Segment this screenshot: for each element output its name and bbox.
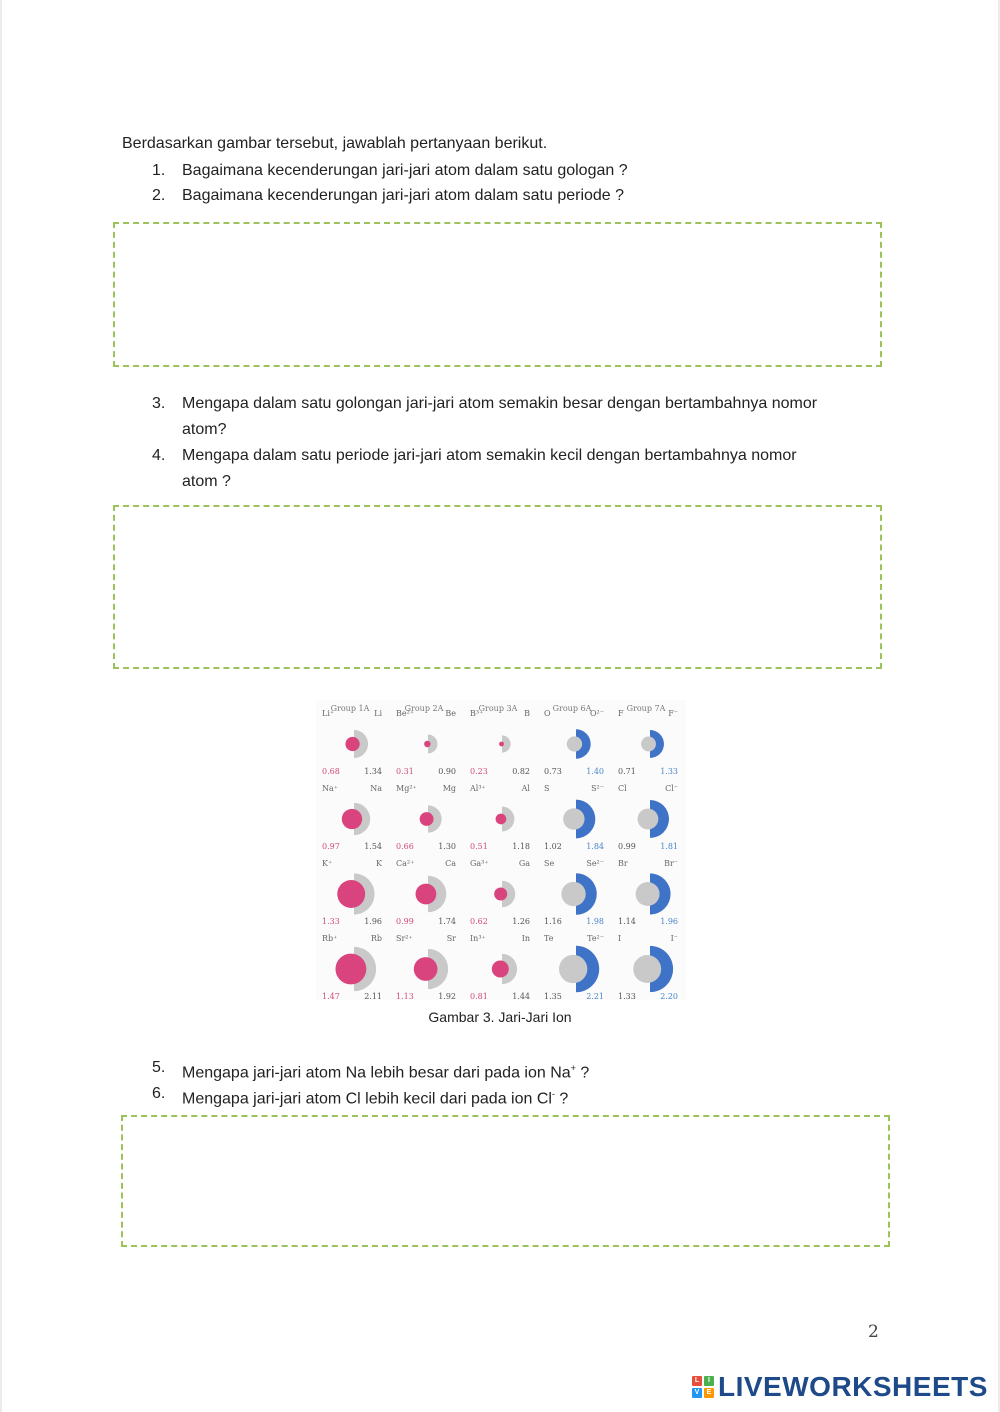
atom-symbol: O	[544, 709, 551, 718]
ion-sphere	[499, 742, 504, 747]
ion-sphere	[492, 960, 509, 977]
atom-symbol: Cl	[618, 784, 627, 793]
atom-symbol: F	[618, 709, 624, 718]
ion-radius-label: 0.31	[396, 767, 414, 776]
atom-symbol: In	[521, 934, 530, 943]
atom-symbol: Na	[370, 784, 382, 793]
atom-symbol: Al	[521, 784, 530, 793]
ion-sphere	[337, 880, 365, 908]
page-edge-left	[0, 0, 2, 1412]
ion-sphere	[335, 954, 366, 985]
question-text-main: Mengapa jari-jari atom Cl lebih kecil dari pada ion Cl	[182, 1090, 552, 1108]
atom-radius-label: 1.34	[364, 767, 382, 776]
answer-box-2[interactable]	[113, 505, 882, 669]
atom-symbol: Rb	[370, 934, 382, 943]
ion-symbol: Se²⁻	[586, 859, 604, 868]
ion-radius-label: 1.96	[660, 917, 678, 926]
atom-symbol: Ca	[445, 859, 456, 868]
ion-sphere	[424, 741, 431, 748]
logo-letter: I	[704, 1376, 714, 1386]
question-number: 5.	[152, 1059, 166, 1076]
ion-symbol: Mg²⁺	[396, 784, 417, 793]
atom-radius-label: 1.54	[364, 842, 382, 851]
instructions: Berdasarkan gambar tersebut, jawablah pertanyaan berikut.	[122, 135, 548, 152]
group-header: Group 1A	[330, 704, 370, 713]
atom-radius-label: 1.02	[544, 842, 562, 851]
question-text-line2: atom?	[182, 421, 227, 438]
ion-symbol: O²⁻	[590, 709, 604, 718]
atom-radius-label: 1.92	[438, 992, 456, 1000]
group-header: Group 7A	[626, 704, 666, 713]
atom-radius-label: 1.44	[512, 992, 530, 1000]
atom-radius-label: 1.26	[512, 917, 530, 926]
atom-radius-label: 1.18	[512, 842, 530, 851]
charge-superscript: +	[570, 1063, 576, 1073]
ionic-radii-figure	[316, 700, 686, 1000]
ion-radius-label: 0.99	[396, 917, 414, 926]
ion-sphere	[342, 809, 362, 829]
ion-radius-label: 1.40	[586, 767, 604, 776]
question-text-line1: Mengapa dalam satu golongan jari-jari atom semakin besar dengan bertambahnya nomor	[182, 395, 818, 412]
logo-letter: L	[692, 1376, 702, 1386]
question-number: 6.	[152, 1085, 166, 1102]
question-text-line2: atom ?	[182, 473, 231, 490]
question-text	[182, 1081, 872, 1112]
atom-radius-label: 1.96	[364, 917, 382, 926]
atom-sphere	[561, 882, 585, 906]
group-header: Group 6A	[552, 704, 592, 713]
ion-radius-label: 0.81	[470, 992, 488, 1000]
ion-radius-label: 1.47	[322, 992, 340, 1000]
atom-sphere	[567, 736, 582, 751]
atom-symbol: Te	[544, 934, 554, 943]
ion-radius-label: 0.66	[396, 842, 414, 851]
question-number: 1.	[152, 162, 166, 179]
question-text-end: ?	[575, 1064, 590, 1082]
ion-symbol: Be²⁺	[396, 709, 415, 718]
answer-box-1[interactable]	[113, 222, 882, 367]
atom-symbol: I	[618, 934, 622, 943]
ion-symbol: I⁻	[670, 934, 678, 943]
question-number: 4.	[152, 447, 166, 464]
ion-sphere	[494, 887, 507, 900]
ion-radius-label: 0.68	[322, 767, 340, 776]
ion-radius-label: 0.23	[470, 767, 488, 776]
page-number: 2	[868, 1322, 879, 1342]
atom-radius-label: 0.82	[512, 767, 530, 776]
question-number: 3.	[152, 395, 166, 412]
atom-symbol: Li	[374, 709, 382, 718]
logo-grid-icon	[692, 1376, 714, 1398]
ion-sphere	[420, 812, 434, 826]
ion-symbol: F⁻	[668, 709, 678, 718]
atom-radius-label: 1.16	[544, 917, 562, 926]
atom-radius-label: 2.11	[364, 992, 382, 1000]
answer-box-3[interactable]	[121, 1115, 890, 1247]
atom-radius-label: 1.33	[618, 992, 636, 1000]
atom-symbol: S	[544, 784, 550, 793]
logo-text: LIVEWORKSHEETS	[718, 1371, 988, 1402]
question-text: Bagaimana kecenderungan jari-jari atom dalam satu gologan ?	[182, 162, 628, 179]
question-text-end: ?	[554, 1090, 569, 1108]
logo-letter: V	[692, 1388, 702, 1398]
ion-sphere	[414, 957, 438, 981]
atom-radius-label: 1.74	[438, 917, 456, 926]
ion-radius-label: 0.51	[470, 842, 488, 851]
ion-symbol: In³⁺	[470, 934, 486, 943]
ion-radius-label: 2.21	[586, 992, 604, 1000]
question-text-main: Mengapa jari-jari atom Na lebih besar dari pada ion Na	[182, 1064, 571, 1082]
ion-symbol: Li⁺	[322, 709, 335, 718]
atom-sphere	[636, 882, 660, 906]
ion-symbol: S²⁻	[591, 784, 604, 793]
liveworksheets-logo[interactable]	[692, 1370, 988, 1404]
atom-sphere	[559, 955, 587, 983]
atom-sphere	[638, 809, 659, 830]
ionic-radii-chart	[316, 700, 686, 1000]
logo-letter: E	[704, 1388, 714, 1398]
ion-symbol: Ca²⁺	[396, 859, 415, 868]
ion-symbol: Sr²⁺	[396, 934, 413, 943]
ion-radius-label: 2.20	[660, 992, 678, 1000]
atom-radius-label: 0.99	[618, 842, 636, 851]
ion-radius-label: 1.84	[586, 842, 604, 851]
figure-caption: Gambar 3. Jari-Jari Ion	[428, 1009, 572, 1025]
ion-radius-label: 1.33	[660, 767, 678, 776]
ion-symbol: Rb⁺	[322, 934, 338, 943]
atom-sphere	[633, 955, 661, 983]
atom-symbol: Br	[618, 859, 628, 868]
question-number: 2.	[152, 187, 166, 204]
atom-symbol: Ga	[518, 859, 530, 868]
atom-radius-label: 0.90	[438, 767, 456, 776]
ion-radius-label: 1.81	[660, 842, 678, 851]
ion-symbol: Na⁺	[322, 784, 338, 793]
atom-symbol: Mg	[442, 784, 456, 793]
atom-symbol: B	[524, 709, 530, 718]
ion-radius-label: 0.97	[322, 842, 340, 851]
atom-symbol: K	[376, 859, 382, 868]
question-text: Bagaimana kecenderungan jari-jari atom dalam satu periode ?	[182, 187, 625, 204]
atom-symbol: Be	[445, 709, 456, 718]
ion-sphere	[345, 737, 359, 751]
atom-radius-label: 0.73	[544, 767, 562, 776]
atom-radius-label: 1.14	[618, 917, 636, 926]
ion-radius-label: 1.33	[322, 917, 340, 926]
ion-radius-label: 1.13	[396, 992, 414, 1000]
ion-symbol: Br⁻	[664, 859, 678, 868]
ion-symbol: Al³⁺	[470, 784, 486, 793]
group-header: Group 2A	[404, 704, 444, 713]
atom-radius-label: 0.71	[618, 767, 636, 776]
atom-sphere	[641, 737, 656, 752]
ion-symbol: K⁺	[322, 859, 333, 868]
ion-symbol: Cl⁻	[665, 784, 678, 793]
ion-radius-label: 1.98	[586, 917, 604, 926]
ion-radius-label: 0.62	[470, 917, 488, 926]
ion-sphere	[416, 884, 437, 905]
ion-symbol: Te²⁻	[587, 934, 604, 943]
charge-superscript: -	[551, 1089, 555, 1099]
ion-sphere	[496, 814, 507, 825]
ion-symbol: B³⁺	[470, 709, 484, 718]
atom-radius-label: 1.30	[438, 842, 456, 851]
group-header: Group 3A	[478, 704, 518, 713]
ion-symbol: Ga³⁺	[470, 859, 489, 868]
atom-symbol: Se	[544, 859, 555, 868]
question-text-line1: Mengapa dalam satu periode jari-jari atom semakin kecil dengan bertambahnya nomor	[182, 447, 797, 464]
atom-sphere	[563, 808, 584, 829]
atom-radius-label: 1.35	[544, 992, 562, 1000]
atom-symbol: Sr	[446, 934, 456, 943]
